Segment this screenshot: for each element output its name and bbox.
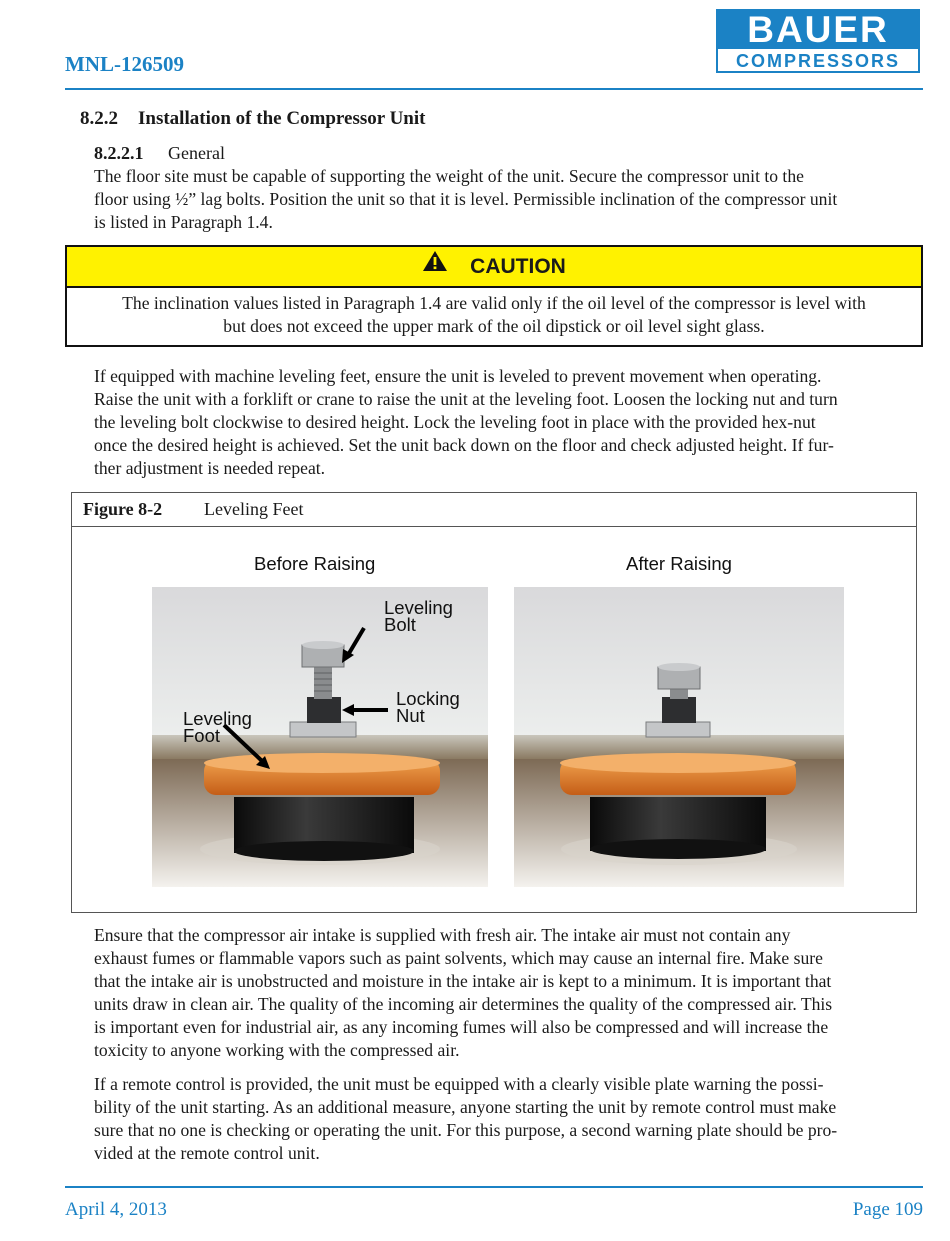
header-rule	[65, 88, 923, 90]
after-raising-photo	[514, 587, 844, 887]
footer-date: April 4, 2013	[65, 1199, 167, 1220]
paragraph-line: floor using ½” lag bolts. Position the unit so that it is level. Permissible inclination of the compressor unit	[94, 189, 838, 209]
label-line: Bolt	[384, 614, 416, 635]
warning-triangle-icon	[422, 246, 448, 285]
paragraph-line: units draw in clean air. The quality of the incoming air determines the quality of the compressed air. This	[94, 994, 833, 1014]
caution-line: The inclination values listed in Paragraph 1.4 are valid only if the oil level of the compressor is level with	[122, 293, 866, 313]
subsection-title: General	[168, 143, 225, 163]
label-line: Nut	[396, 705, 425, 726]
logo-subtitle: COMPRESSORS	[735, 51, 901, 71]
label-line: Locking	[396, 688, 460, 709]
leveling-foot-label	[183, 710, 252, 744]
paragraph-line: ther adjustment is needed repeat.	[94, 458, 326, 478]
section-title: Installation of the Compressor Unit	[138, 108, 426, 129]
paragraph-line: The floor site must be capable of supporting the weight of the unit. Secure the compressor unit to the	[94, 166, 804, 186]
label-line: Leveling	[384, 597, 453, 618]
logo-brand: BAUER	[718, 11, 918, 49]
subsection-heading	[94, 143, 225, 164]
figure-caption	[72, 493, 916, 527]
figure-number: Figure 8-2	[83, 499, 163, 519]
section-heading	[80, 108, 425, 130]
paragraph-line: Ensure that the compressor air intake is supplied with fresh air. The intake air must not contain any	[94, 925, 791, 945]
paragraph-line: If equipped with machine leveling feet, ensure the unit is leveled to prevent movement when operating.	[94, 366, 822, 386]
label-line: Foot	[183, 725, 221, 746]
paragraph-line: vided at the remote control unit.	[94, 1143, 320, 1163]
caution-header	[67, 247, 921, 288]
leveling-bolt-label	[384, 599, 453, 633]
before-raising-title: Before Raising	[254, 553, 376, 574]
paragraph-leveling-feet	[94, 365, 922, 480]
footer-rule	[65, 1186, 923, 1188]
figure-title: Leveling Feet	[204, 499, 304, 519]
caution-box	[65, 245, 923, 347]
footer-page-number: Page 109	[852, 1199, 923, 1220]
paragraph-line: exhaust fumes or flammable vapors such as paint solvents, which may cause an internal fire. Make sure	[94, 948, 823, 968]
paragraph-line: the leveling bolt clockwise to desired height. Lock the leveling foot in place with the provided hex-nut	[94, 412, 816, 432]
paragraph-line: once the desired height is achieved. Set the unit back down on the floor and check adjusted height. If fur-	[94, 435, 834, 455]
after-raising-title: After Raising	[626, 553, 732, 574]
paragraph-line: that the intake air is unobstructed and moisture in the intake air is kept to a minimum. It is important that	[94, 971, 832, 991]
caution-line: but does not exceed the upper mark of the oil dipstick or oil level sight glass.	[223, 316, 765, 336]
paragraph-line: Raise the unit with a forklift or crane to raise the unit at the leveling foot. Loosen the locking nut and turn	[94, 389, 838, 409]
subsection-number: 8.2.2.1	[94, 143, 144, 163]
section-number: 8.2.2	[80, 108, 118, 129]
paragraph-remote-control	[94, 1073, 922, 1165]
locking-nut-label	[396, 690, 460, 724]
label-line: Leveling	[183, 708, 252, 729]
paragraph-air-intake	[94, 924, 922, 1062]
caution-label: CAUTION	[470, 255, 566, 278]
paragraph-line: toxicity to anyone working with the compressed air.	[94, 1040, 460, 1060]
bauer-logo	[716, 9, 920, 73]
caution-text	[67, 292, 921, 338]
paragraph-line: sure that no one is checking or operating the unit. For this purpose, a second warning plate should be pro-	[94, 1120, 838, 1140]
paragraph-floor-site	[94, 165, 922, 234]
figure-leveling-feet	[71, 492, 917, 913]
paragraph-line: bility of the unit starting. As an additional measure, anyone starting the unit by remote control must make	[94, 1097, 837, 1117]
paragraph-line: If a remote control is provided, the unit must be equipped with a clearly visible plate warning the possi-	[94, 1074, 824, 1094]
paragraph-line: is listed in Paragraph 1.4.	[94, 212, 273, 232]
document-id: MNL-126509	[65, 52, 184, 76]
paragraph-line: is important even for industrial air, as any incoming fumes will also be compressed and will increase the	[94, 1017, 829, 1037]
